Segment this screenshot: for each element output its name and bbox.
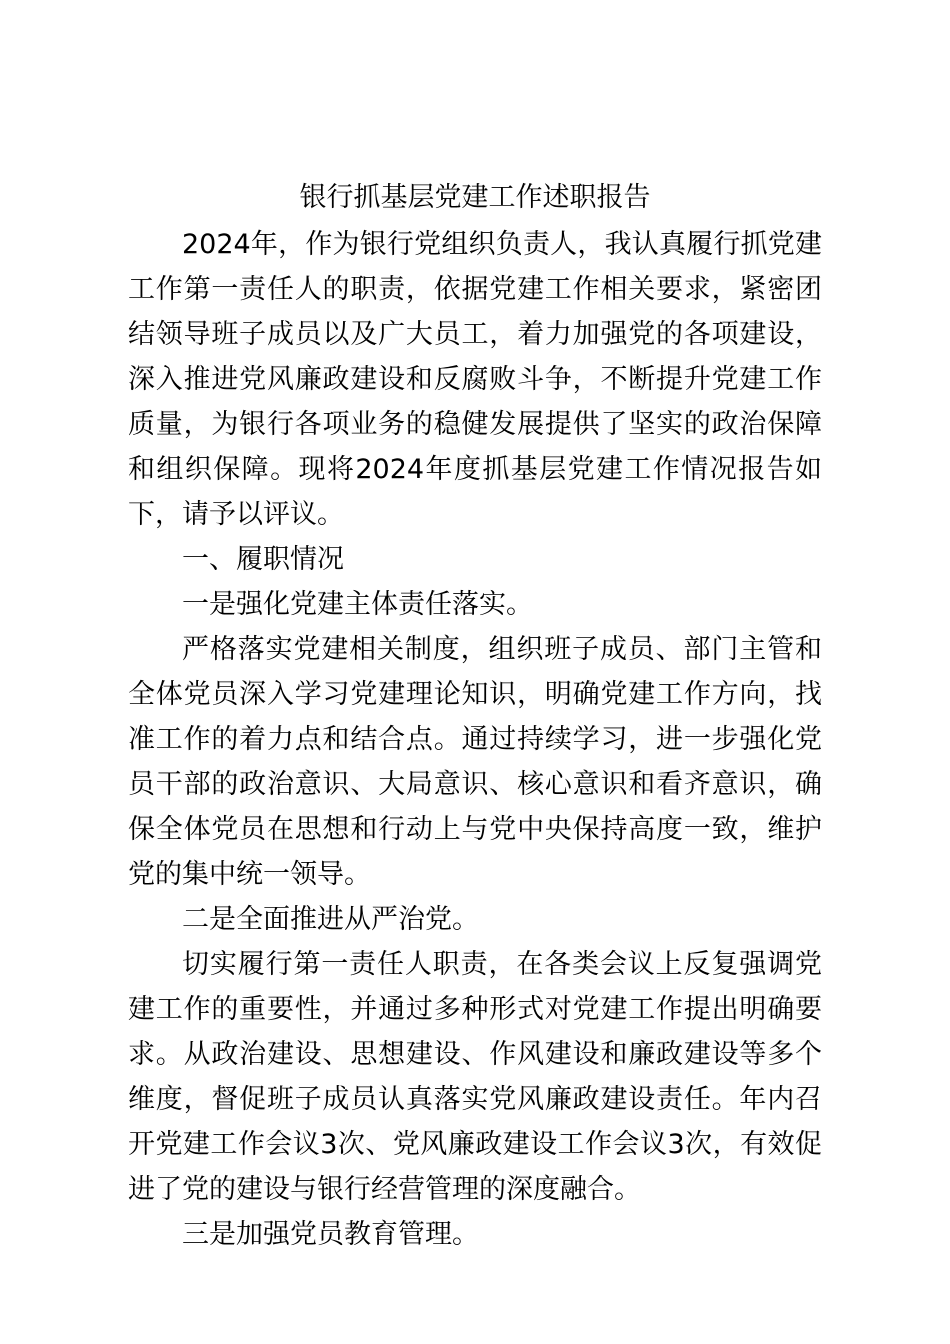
section-heading-duties: 一、履职情况 bbox=[182, 544, 344, 575]
document-title: 银行抓基层党建工作述职报告 bbox=[299, 182, 651, 213]
paragraph-strict-governance: 切实履行第一责任人职责，在各类会议上反复强调党建工作的重要性，并通过多种形式对党建工作提出明确要求。从政治建设、思想建设、作风建设和廉政建设等多个维度，督促班子成员认真落实党风廉政建设责任。年内召开党建工作会议3次、党风廉政建设工作会议3次，有效促进了党的建设与银行经营管理的深度融合。 bbox=[128, 949, 822, 1205]
paragraph-responsibility: 严格落实党建相关制度，组织班子成员、部门主管和全体党员深入学习党建理论知识，明确党建工作方向，找准工作的着力点和结合点。通过持续学习，进一步强化党员干部的政治意识、大局意识、核心意识和看齐意识，确保全体党员在思想和行动上与党中央保持高度一致，维护党的集中统一领导。 bbox=[128, 634, 822, 890]
subheading-strict-governance: 二是全面推进从严治党。 bbox=[182, 904, 479, 935]
document-body bbox=[128, 222, 822, 1257]
subheading-responsibility: 一是强化党建主体责任落实。 bbox=[182, 589, 533, 620]
intro-paragraph: 2024年，作为银行党组织负责人，我认真履行抓党建工作第一责任人的职责，依据党建工作相关要求，紧密团结领导班子成员以及广大员工，着力加强党的各项建设，深入推进党风廉政建设和反腐败斗争，不断提升党建工作质量，为银行各项业务的稳健发展提供了坚实的政治保障和组织保障。现将2024年度抓基层党建工作情况报告如下，请予以评议。 bbox=[128, 229, 822, 530]
subheading-member-education: 三是加强党员教育管理。 bbox=[182, 1219, 479, 1250]
